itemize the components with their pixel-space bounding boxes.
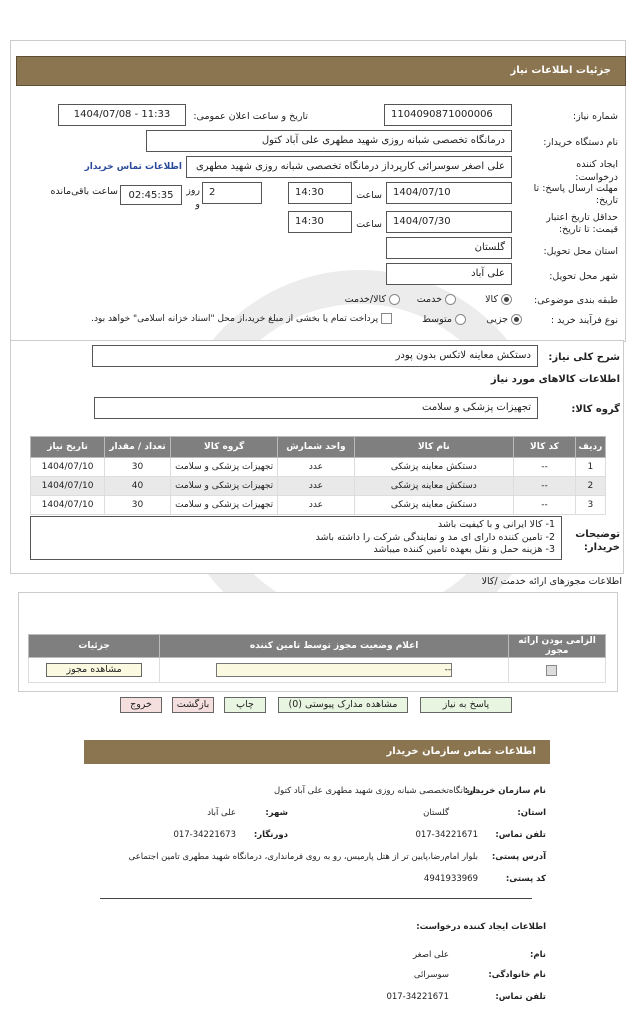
radio-selected-icon[interactable]	[511, 314, 522, 325]
cell-group: تجهیزات پزشکی و سلامت	[170, 496, 277, 515]
table-row	[31, 458, 606, 477]
cell-date: 1404/07/10	[31, 496, 105, 515]
days-label: روز و	[186, 185, 200, 210]
radio-selected-icon[interactable]	[501, 294, 512, 305]
cell-code: --	[514, 458, 576, 477]
page-header	[16, 56, 626, 86]
address-value: بلوار امام‌رضا،پایین تر از هتل پارمیس، رو به روی فرمانداری، درمانگاه شهید مطهری تامین اجتماعی	[128, 852, 478, 862]
cell-name: دستکش معاینه پزشکی	[354, 477, 514, 496]
org-value: درمانگاه‌تخصصی شبانه روزی شهید مطهری علی آباد کتول	[274, 786, 478, 796]
min-validity-label: حداقل تاریخ اعتبار قیمت: تا تاریخ:	[546, 212, 618, 235]
back-button[interactable]: بازگشت	[172, 697, 214, 713]
exit-button[interactable]: خروج	[120, 697, 162, 713]
min-validity-date-field: 1404/07/30	[386, 211, 512, 233]
process-option-minor[interactable]: جزیی	[486, 314, 522, 325]
deadline-date-field: 1404/07/10	[386, 182, 512, 204]
table-row	[29, 658, 606, 683]
process-label: نوع فرآیند خرید :	[550, 315, 618, 326]
col-permit-status: اعلام وضعیت مجوز توسط تامین کننده	[160, 635, 509, 658]
cell-group: تجهیزات پزشکی و سلامت	[170, 477, 277, 496]
permits-table	[28, 634, 606, 683]
fax-label: دورنگار:	[253, 830, 288, 840]
fax-value: 017-34221673	[173, 830, 236, 840]
cell-date: 1404/07/10	[31, 477, 105, 496]
cell-row: 3	[575, 496, 605, 515]
deadline-time-field: 14:30	[288, 182, 352, 204]
view-permit-button[interactable]: مشاهده مجوز	[46, 663, 142, 677]
family-label: نام خانوادگی:	[488, 970, 546, 980]
name-value: علی اصغر	[412, 950, 449, 960]
summary-label: شرح کلی نیاز:	[548, 352, 620, 363]
remaining-label: ساعت باقی‌مانده	[50, 186, 118, 197]
goods-info-title: اطلاعات کالاهای مورد نیاز	[490, 374, 620, 385]
cell-unit: عدد	[278, 496, 354, 515]
col-date: تاریخ نیاز	[31, 437, 105, 458]
province-contact-label: استان:	[517, 808, 546, 818]
table-row	[31, 477, 606, 496]
col-permit-required: الزامی بودن ارائه مجوز	[509, 635, 606, 658]
creator-phone-label: تلفن تماس:	[495, 992, 546, 1002]
divider	[100, 898, 532, 899]
city-contact-value: علی آباد	[207, 808, 236, 818]
summary-field: دستکش معاینه لاتکس بدون پودر	[92, 345, 538, 367]
creator-info-title: اطلاعات ایجاد کننده درخواست:	[416, 922, 546, 932]
need-number-field: 1104090871000006	[384, 104, 512, 126]
cell-code: --	[514, 477, 576, 496]
page-title: جزئیات اطلاعات نیاز	[510, 65, 611, 76]
process-option-medium[interactable]: متوسط	[422, 314, 466, 325]
treasury-payment-option[interactable]: پرداخت تمام یا بخشی از مبلغ خرید،از محل "اسناد خزانه اسلامی" خواهد بود.	[91, 313, 392, 324]
print-button[interactable]: چاپ	[224, 697, 266, 713]
contact-info-link[interactable]: اطلاعات تماس خریدار	[84, 162, 182, 172]
checkbox-icon[interactable]	[381, 313, 392, 324]
cell-name: دستکش معاینه پزشکی	[354, 458, 514, 477]
category-option-goods[interactable]: کالا	[485, 294, 512, 305]
cell-group: تجهیزات پزشکی و سلامت	[170, 458, 277, 477]
city-label: شهر محل تحویل:	[549, 271, 618, 282]
need-number-label: شماره نیاز:	[572, 111, 618, 122]
col-unit: واحد شمارش	[278, 437, 354, 458]
name-label: نام:	[529, 950, 546, 960]
cell-permit-details	[29, 658, 160, 683]
category-option-service[interactable]: خدمت	[417, 294, 456, 305]
cell-row: 2	[575, 477, 605, 496]
permit-status-field[interactable]: --	[216, 663, 452, 677]
cell-permit-status	[160, 658, 509, 683]
creator-label: ایجاد کننده درخواست:	[575, 159, 618, 183]
radio-icon[interactable]	[445, 294, 456, 305]
col-qty: تعداد / مقدار	[105, 437, 171, 458]
checkbox-checked-icon	[546, 665, 557, 676]
cell-unit: عدد	[278, 477, 354, 496]
city-contact-label: شهر:	[265, 808, 288, 818]
note-line: 3- هزینه حمل و نقل بعهده تامین کننده میباشد	[373, 544, 555, 555]
city-field: علی آباد	[386, 263, 512, 285]
items-table	[30, 436, 606, 515]
category-label: طبقه بندی موضوعی:	[533, 295, 618, 306]
col-group: گروه کالا	[170, 437, 277, 458]
permits-title: اطلاعات مجوزهای ارائه خدمت /کالا	[481, 576, 622, 587]
contact-header	[84, 740, 550, 764]
cell-qty: 30	[105, 496, 171, 515]
note-line: 2- تامین کننده دارای ای مد و نمایندگی شرکت را داشته باشد	[315, 531, 555, 543]
contact-title: اطلاعات تماس سازمان خریدار	[386, 746, 536, 757]
cell-date: 1404/07/10	[31, 458, 105, 477]
announce-label: تاریخ و ساعت اعلان عمومی:	[193, 111, 308, 122]
min-validity-time-field: 14:30	[288, 211, 352, 233]
buyer-notes-label: توضیحات خریدار:	[575, 529, 620, 553]
group-label: گروه کالا:	[571, 404, 620, 415]
category-option-both[interactable]: کالا/خدمت	[345, 294, 400, 305]
cell-qty: 40	[105, 477, 171, 496]
creator-field: علی اصغر سوسرائی کارپرداز درمانگاه تخصصی شبانه روزی شهید مطهری	[186, 156, 512, 178]
province-contact-value: گلستان	[423, 808, 449, 818]
buyer-org-field: درمانگاه تخصصی شبانه روزی شهید مطهری علی آباد کتول	[146, 130, 512, 152]
cell-row: 1	[575, 458, 605, 477]
family-value: سوسرائی	[413, 970, 449, 980]
province-label: استان محل تحویل:	[543, 246, 618, 257]
reply-button[interactable]: پاسخ به نیاز	[420, 697, 512, 713]
cell-qty: 30	[105, 458, 171, 477]
postal-value: 4941933969	[423, 874, 478, 884]
province-field: گلستان	[386, 237, 512, 259]
creator-phone-value: 017-34221671	[386, 992, 449, 1002]
min-validity-time-label: ساعت	[356, 219, 382, 230]
deadline-time-label: ساعت	[356, 190, 382, 201]
postal-label: کد پستی:	[505, 874, 546, 884]
cell-code: --	[514, 496, 576, 515]
cell-name: دستکش معاینه پزشکی	[354, 496, 514, 515]
deadline-label: مهلت ارسال پاسخ: تا تاریخ:	[533, 183, 618, 206]
days-field: 2	[202, 182, 262, 204]
remaining-field: 02:45:35	[120, 185, 182, 205]
col-name: نام کالا	[354, 437, 514, 458]
cell-unit: عدد	[278, 458, 354, 477]
note-line: 1- کالا ایرانی و با کیفیت باشد	[437, 519, 555, 530]
announce-field: 1404/07/08 - 11:33	[58, 104, 186, 126]
col-permit-details: جزئیات	[29, 635, 160, 658]
group-field: تجهیزات پزشکی و سلامت	[94, 397, 538, 419]
table-row	[31, 496, 606, 515]
radio-icon[interactable]	[389, 294, 400, 305]
org-label: نام سازمان خریدار:	[464, 786, 546, 796]
attachments-button[interactable]: مشاهده مدارک پیوستی (0)	[278, 697, 408, 713]
phone-value: 017-34221671	[415, 830, 478, 840]
phone-label: تلفن تماس:	[495, 830, 546, 840]
cell-permit-required	[509, 658, 606, 683]
radio-icon[interactable]	[455, 314, 466, 325]
col-code: کد کالا	[514, 437, 576, 458]
buyer-org-label: نام دستگاه خریدار:	[543, 137, 618, 148]
col-row: ردیف	[575, 437, 605, 458]
buyer-notes-box	[30, 516, 562, 560]
address-label: آدرس پستی:	[491, 852, 546, 862]
